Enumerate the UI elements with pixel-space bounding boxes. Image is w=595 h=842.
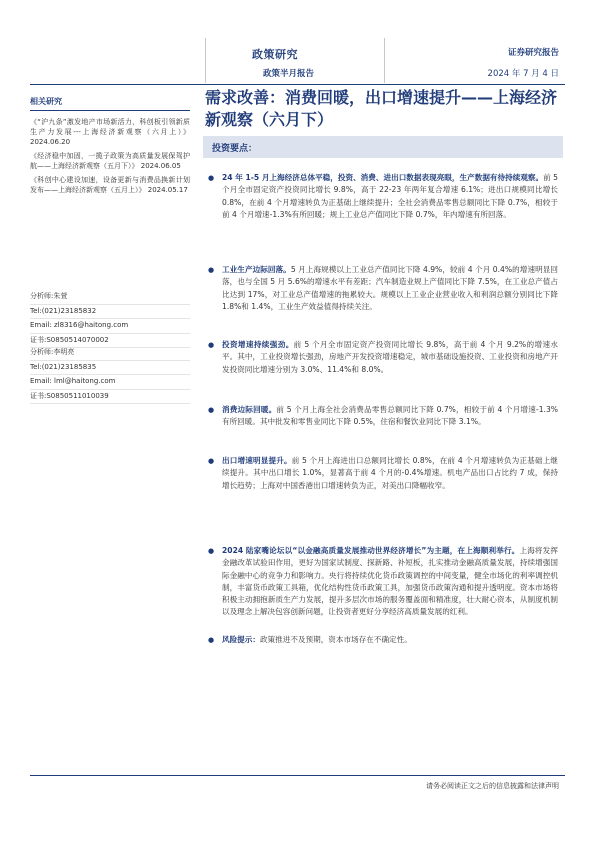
key-point-heading: 24 年 1-5 月上海经济总体平稳，投资、消费、进出口数据表现亮眼，生产数据有待持续观察。 [222, 173, 544, 182]
related-research-title: 相关研究 [30, 97, 190, 111]
risk-warning-body: 政策推进不及预期，资本市场存在不确定性。 [259, 635, 412, 644]
key-points-label: 投资要点： [212, 144, 258, 154]
key-point-item [205, 339, 558, 376]
analyst-name: 分析师:李明亮 [30, 346, 190, 361]
key-point-body: 前 5 个月全市固定资产投资同比增长 9.8%，高于 22-23 年两年复合增速 6.1%；进出口规模同比增长 0.8%，在前 4 个月增速转负为正基础上继续提升；全社会消费品零售总额同比下降 0.7%，相较于前 4 个月增速-1.3%有所回暖；规上工业总产值同比下降 0.7%，年内增速有所回落。 [222, 173, 558, 219]
analyst-email[interactable]: Email: lml@haitong.com [30, 375, 190, 390]
page-title: 需求改善：消费回暖，出口增速提升——上海经济新观察（六月下） [205, 88, 558, 129]
related-item[interactable] [30, 151, 190, 171]
key-point-body: 前 5 个月上海全社会消费品零售总额同比下降 0.7%，相较于前 4 个月增速-1.3%有所回暖。其中批发和零售业同比下降 0.5%，住宿和餐饮业同比下降 3.1%。 [222, 405, 559, 427]
bullet-icon: ● [208, 636, 215, 644]
key-point-item [205, 172, 558, 221]
key-point-body: 上海将发挥金融改革试验田作用，更好为国家试制度、探新路、补短板，扎实推动金融高质量发展，持续增强国际金融中心的竞争力和影响力。央行将持续优化货币政策调控的中间变量，健全市场化的利率调控机制，丰富货币政策工具箱，优化结构性货币政策工具，加强货币政策沟通和提升透明度。资本市场将积极主动拥抱新质生产力发展，提升多层次市场的服务覆盖面和精准度，壮大耐心资本，从制度机制以及理念上解决包容创新问题，让投资者更好分享经济高质量发展的红利。 [222, 546, 558, 617]
analyst-tel: Tel:(021)23185835 [30, 361, 190, 376]
analyst-tel: Tel:(021)23185832 [30, 305, 190, 320]
analyst-card [30, 290, 190, 348]
analyst-name: 分析师:朱萱 [30, 290, 190, 305]
key-point-heading: 工业生产边际回落。 [222, 265, 291, 274]
related-research [30, 97, 190, 199]
related-item-text: 《科创中心建设加速，设备更新与消费品换新计划发布——上海经济新观察（五月上）》 [30, 176, 190, 194]
related-item-date: 2024.06.05 [140, 162, 181, 170]
related-item-text: 《“沪九条”激发地产市场新活力，科创板引领新质生产力发展---上海经济新观察（六月上）》 [30, 118, 190, 136]
related-item-date: 2024.05.17 [147, 186, 188, 194]
key-point-heading: 2024 陆家嘴论坛以“以金融高质量发展推动世界经济增长”为主题，在上海顺利举行。 [222, 546, 520, 555]
bullet-icon: ● [208, 406, 215, 414]
related-item[interactable] [30, 117, 190, 147]
analyst-email[interactable]: Email: zl8316@haitong.com [30, 319, 190, 334]
related-item-date: 2024.06.20 [30, 138, 71, 146]
analyst-cert: 证书:S0850511010039 [30, 390, 190, 405]
analyst-card [30, 346, 190, 404]
report-series: 政策半月报告 [263, 69, 315, 79]
bullet-icon: ● [208, 457, 215, 465]
footer-rule [30, 775, 565, 776]
key-point-heading: 消费边际回暖。 [222, 405, 277, 414]
report-type: 证券研究报告 [507, 48, 559, 58]
key-point-heading: 出口增速明显提升。 [222, 456, 292, 465]
related-item[interactable] [30, 175, 190, 195]
key-point-item [205, 545, 558, 619]
footer-disclaimer: 请务必阅读正文之后的信息披露和法律声明 [426, 782, 559, 790]
key-point-body: 5 月上海规模以上工业总产值同比下降 4.9%，较前 4 个月 0.4%的增速明显回落，也与全国 5 月 5.6%的增速水平有差距；汽车制造业规上产值同比下降 7.5%，在工业总产值占比达到 17%，对工业总产值增速的拖累较大。规模以上工业企业营业收入和利润总额分别同比下降 1.8%和 1.4%，工业生产效益值得持续关注。 [222, 265, 558, 311]
key-point-item [205, 455, 558, 492]
risk-warning-item [205, 634, 558, 646]
key-point-body: 前 5 个月全市固定资产投资同比增长 9.8%，高于前 4 个月 9.2%的增速水平。其中，工业投资增长强劲，房地产开发投资增速稳定，城市基础设施投资、工业投资和房地产开发投资同比增速分别为 3.0%、11.4%和 8.0%。 [222, 340, 558, 374]
key-point-item [205, 404, 558, 429]
report-date: 2024 年 7 月 4 日 [487, 69, 559, 79]
analyst-cert: 证书:S0850514070002 [30, 334, 190, 349]
key-point-body: 前 5 个月上海进出口总额同比增长 0.8%，在前 4 个月增速转负为正基础上继续提升。其中出口增长 1.0%，显著高于前 4 个月的-0.4%增速。机电产品出口占比约 7 成，保持增长趋势；上海对中国香港出口增速转负为正，对美出口降幅收窄。 [222, 456, 558, 490]
key-point-heading: 投资增速持续强劲。 [222, 340, 294, 349]
header-divider-left [205, 38, 206, 83]
bullet-icon: ● [208, 547, 215, 555]
bullet-icon: ● [208, 174, 215, 182]
bullet-icon: ● [208, 266, 215, 274]
header-divider-right [384, 38, 385, 83]
bullet-icon: ● [208, 341, 215, 349]
report-category: 政策研究 [252, 48, 298, 61]
related-item-text: 《经济稳中加固，一揽子政策为高质量发展保驾护航——上海经济新观察（五月下）》 [30, 152, 190, 170]
risk-warning-heading: 风险提示： [222, 635, 260, 644]
header-rule [30, 84, 565, 85]
key-point-item [205, 264, 558, 313]
